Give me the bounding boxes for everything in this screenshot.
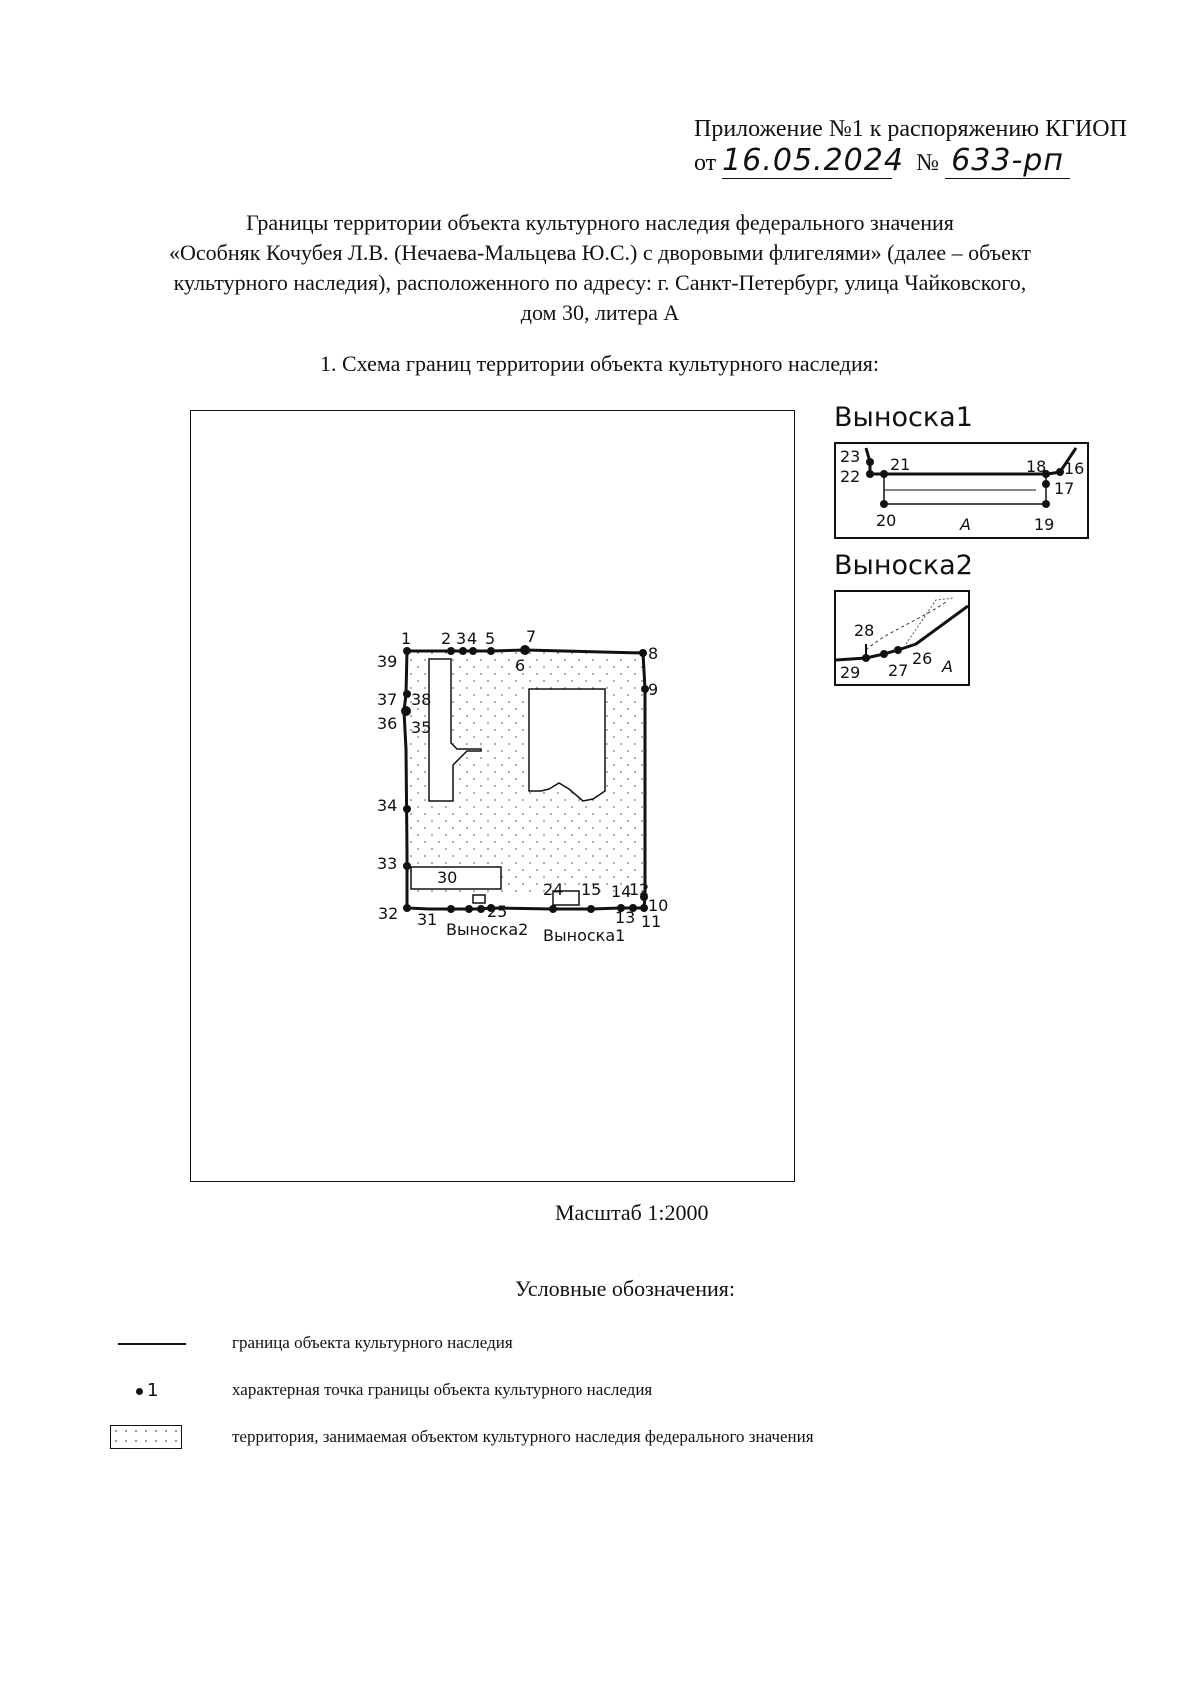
inset1-point-label: 22 [840, 467, 861, 486]
point-label: 15 [581, 880, 602, 899]
point-label: 1 [401, 629, 412, 648]
point-label: 13 [615, 908, 636, 927]
legend-point-symbol [136, 1380, 158, 1401]
point-label: 24 [543, 880, 564, 899]
legend-item: характерная точка границы объекта культурного наследия [232, 1380, 653, 1399]
point-label: 2 [441, 629, 452, 648]
section-caption: 1. Схема границ территории объекта культурного наследия: [320, 351, 880, 376]
point-label: 37 [377, 690, 398, 709]
point-label: 38 [411, 690, 432, 709]
inset1-box [834, 442, 1089, 539]
inset2-drawing [836, 592, 968, 684]
appendix-title: Приложение №1 к распоряжению КГИОП [694, 116, 1127, 142]
point-label: 31 [417, 910, 438, 929]
legend-line-symbol [118, 1343, 186, 1345]
point-label: 7 [526, 627, 537, 646]
legend-item: территория, занимаемая объектом культурного наследия федерального значения [232, 1427, 814, 1446]
point-label: 4 [467, 629, 478, 648]
title-line: культурного наследия), расположенного по адресу: г. Санкт-Петербург, улица Чайковского, [173, 270, 1027, 295]
point-label: 6 [515, 656, 526, 675]
inset1-point-label: 20 [876, 511, 897, 530]
inset2-box [834, 590, 970, 686]
legend-point-number: 1 [147, 1380, 159, 1401]
title-line: дом 30, литера А [520, 300, 680, 325]
point-label: 10 [648, 896, 669, 915]
point-label: 39 [377, 652, 398, 671]
legend-item: граница объекта культурного наследия [232, 1333, 513, 1352]
inset2-letter: А [942, 657, 953, 676]
point-label: 25 [487, 902, 508, 921]
point-label: 3 [456, 629, 467, 648]
inset2-title: Выноска2 [834, 550, 973, 581]
callout2-marker [473, 895, 485, 903]
title-line: Границы территории объекта культурного наследия федерального значения [246, 210, 954, 235]
point-label: 11 [641, 912, 662, 931]
callout2-label: Выноска2 [446, 920, 529, 939]
inset1-point-label: 18 [1026, 457, 1047, 476]
inset1-letter: А [960, 515, 971, 534]
order-date: 16.05.2024 [722, 143, 904, 178]
point-label: 33 [377, 854, 398, 873]
point-label: 12 [629, 880, 650, 899]
inset1-point-label: 23 [840, 447, 861, 466]
date-prefix: от [694, 150, 717, 176]
inset1-drawing [836, 444, 1087, 537]
title-line: «Особняк Кочубея Л.В. (Нечаева-Мальцева Ю.С.) с дворовыми флигелями» (далее – объект [169, 240, 1031, 265]
inset2-point-label: 29 [840, 663, 861, 682]
inset2-point-label: 26 [912, 649, 933, 668]
inset2-point-label: 28 [854, 621, 875, 640]
inset1-point-label: 21 [890, 455, 911, 474]
legend-title: Условные обозначения: [515, 1276, 736, 1301]
boundary-scheme [190, 410, 795, 1182]
point-label: 9 [648, 680, 659, 699]
order-number: 633-рп [951, 143, 1064, 178]
scheme-drawing [191, 411, 794, 1181]
inset1-point-label: 17 [1054, 479, 1075, 498]
legend-territory-symbol [110, 1425, 182, 1449]
scale-label: Масштаб 1:2000 [555, 1200, 709, 1225]
inset2-point-label: 27 [888, 661, 909, 680]
point-label: 32 [378, 904, 399, 923]
point-label: 35 [411, 718, 432, 737]
document-title [100, 208, 1100, 328]
order-date-number [694, 143, 1070, 179]
inset1-point-label: 16 [1064, 459, 1085, 478]
inset1-title: Выноска1 [834, 402, 973, 433]
point-label: 14 [611, 882, 632, 901]
point-label: 30 [437, 868, 458, 887]
point-label: 5 [485, 629, 496, 648]
point-label: 8 [648, 644, 659, 663]
number-prefix: № [916, 150, 940, 176]
point-label: 36 [377, 714, 398, 733]
main-building [529, 689, 605, 801]
point-label: 34 [377, 796, 398, 815]
point-dot-icon [136, 1388, 143, 1395]
callout1-label: Выноска1 [543, 926, 626, 945]
inset1-point-label: 19 [1034, 515, 1055, 534]
